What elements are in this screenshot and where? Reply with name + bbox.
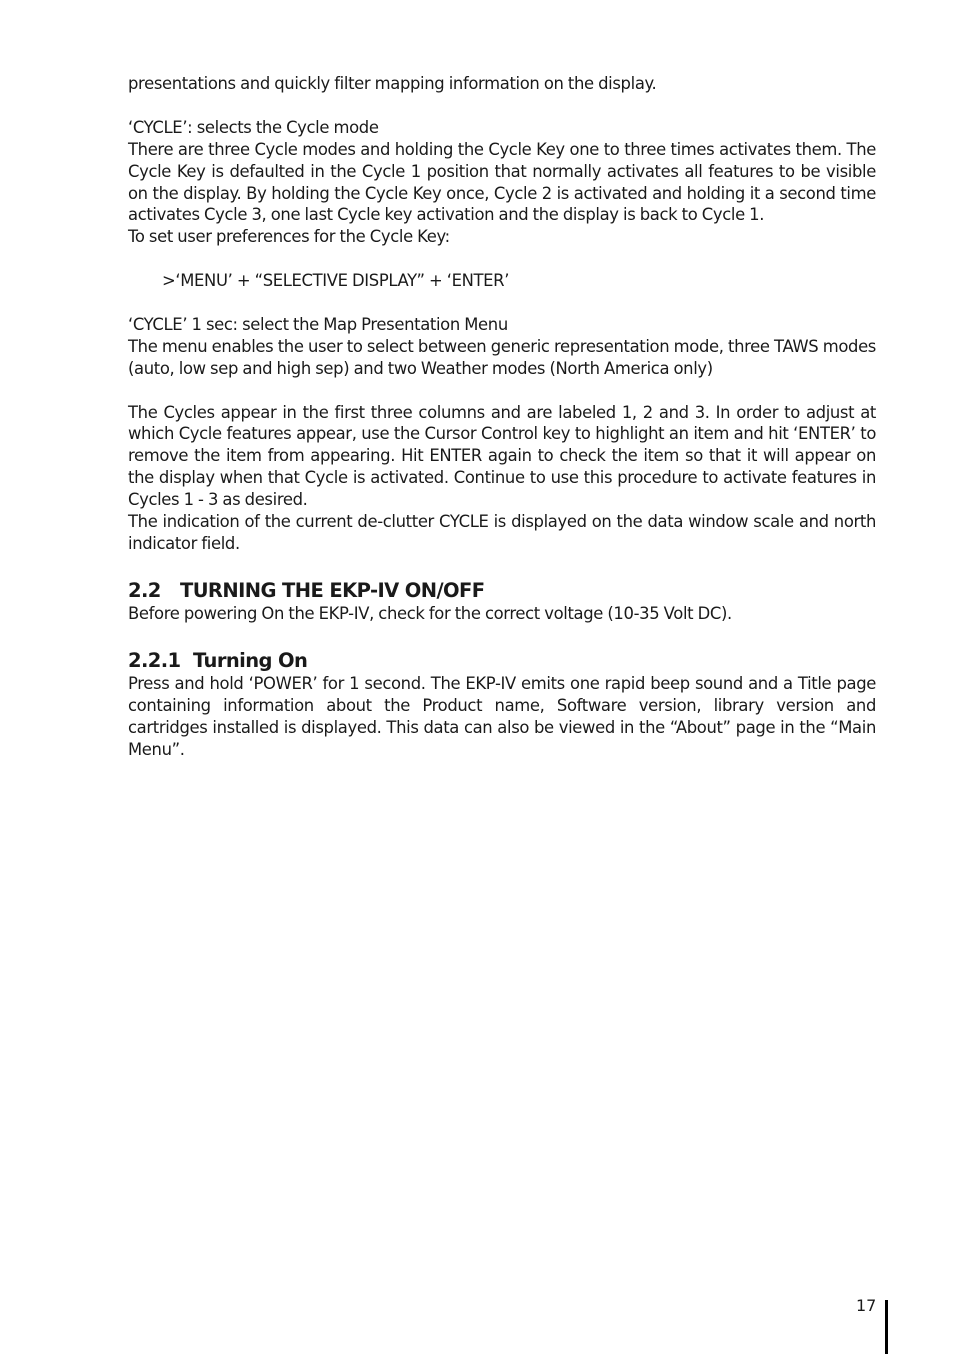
spacer [128,292,876,314]
section-number: 2.2.1 [128,648,181,672]
section-heading-2-2 [128,579,876,603]
spacer [128,248,876,270]
page-margin-rule [885,1300,888,1354]
section-heading-2-2-1 [128,649,876,673]
paragraph-map-presentation-heading: ‘CYCLE’ 1 sec: select the Map Presentation Menu [128,314,508,334]
menu-key-sequence: >‘MENU’ + “SELECTIVE DISPLAY” + ‘ENTER’ [162,271,510,291]
page-content [128,73,876,760]
paragraph-map-presentation-description: The menu enables the user to select between generic representation mode, three TAWS modes (auto, low sep and high sep) and two Weather modes (North America only) [128,336,876,378]
section-2-2-1-body: Press and hold ‘POWER’ for 1 second. The EKP-IV emits one rapid beep sound and a Title page containing information about the Product name, Software version, library version and cartridges installed is displayed. This data can also be viewed in the “About” page in the “Main Menu”. [128,673,876,759]
paragraph-cycle-description: There are three Cycle modes and holding the Cycle Key one to three times activates them. The Cycle Key is defaulted in the Cycle 1 position that normally activates all features to be visible on the display. By holding the Cycle Key once, Cycle 2 is activated and holding it a second time activates Cycle 3, one last Cycle key activation and the display is back to Cycle 1. [128,139,876,225]
spacer [128,625,876,649]
paragraph-cycle-heading: ‘CYCLE’: selects the Cycle mode [128,117,379,137]
paragraph-declutter-indication: The indication of the current de-clutter CYCLE is displayed on the data window scale and north indicator field. [128,512,876,553]
paragraph-cycle-columns: The Cycles appear in the first three columns and are labeled 1, 2 and 3. In order to adjust at which Cycle features appear, use the Cursor Control key to highlight an item and hit ‘ENTER’ to remove the item from appearing. Hit ENTER again to check the item so that it will appear on the display when that Cycle is activated. Continue to use this procedure to activate features in Cycles 1 - 3 as desired. [128,402,876,510]
spacer [128,555,876,579]
section-title: TURNING THE EKP-IV ON/OFF [180,578,485,602]
section-number: 2.2 [128,578,161,602]
paragraph-intro: presentations and quickly filter mapping information on the display. [128,74,657,93]
section-2-2-body: Before powering On the EKP-IV, check for the correct voltage (10-35 Volt DC). [128,603,732,623]
paragraph-user-preferences: To set user preferences for the Cycle Key: [128,227,450,247]
spacer [128,380,876,402]
page-number: 17 [856,1296,877,1315]
spacer [128,95,876,117]
section-title: Turning On [193,648,308,672]
